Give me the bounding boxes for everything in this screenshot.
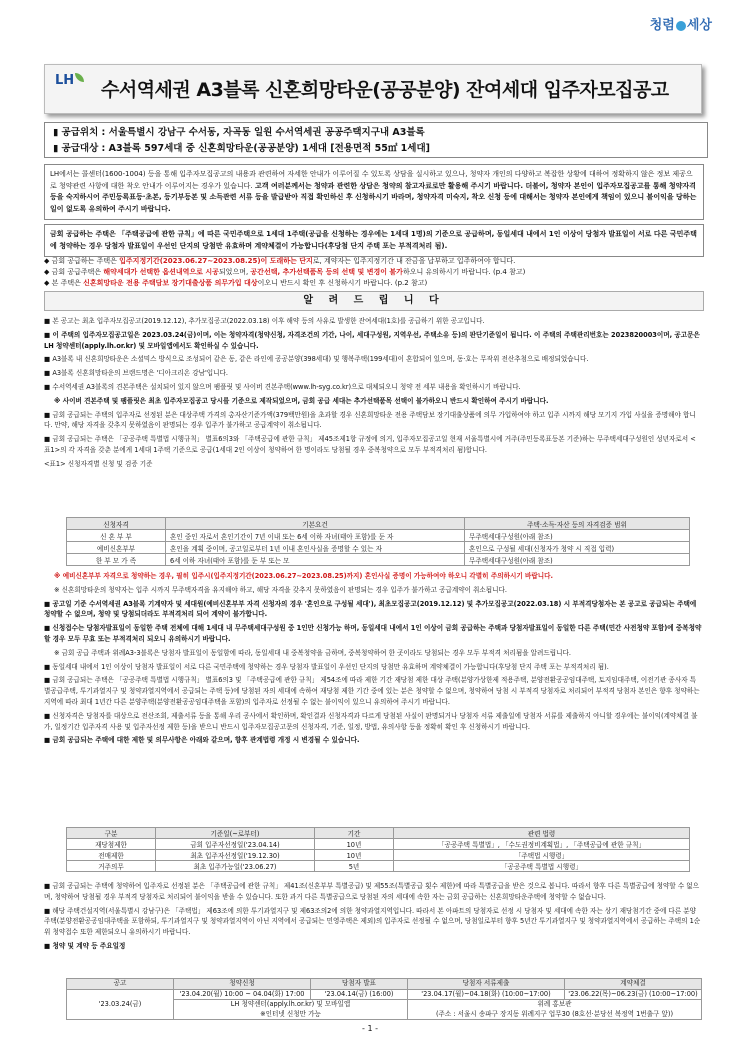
table-row: [67, 542, 690, 554]
table-cell: 6세 이하 자녀(태아 포함)를 둔 부 또는 모: [166, 554, 465, 566]
table-header: 주택·소득·자산 등의 자격검증 범위: [465, 518, 690, 530]
table-header: 공고: [67, 979, 174, 990]
contract-address-text: (주소 : 서울시 송파구 장지동 위례지구 업무30 (8호선·분당선 복정역 1번출구 앞)): [435, 1009, 674, 1018]
notice-body-3: [44, 881, 702, 955]
table-cell: '23.04.14(금) (16:00): [311, 989, 408, 1000]
body-paragraph: ■ 금회 공급되는 주택에 청약하여 입주자로 선정된 분은 「주택공급에 관한 규칙」 제41조(신혼부부 특별공급) 및 제55조(특별공급 횟수 제한)에 따라 특별공급을 받은 것으로 봅니다. 따라서 향후 다른 특별공급에 청약할 수 없으며, 청약하여 당첨될 경우 부적격 당첨자로 처리되어 불이익을 받을 수 있습니다. 또한 과거 다른 특별공급으로 당첨된 자의 세대에 속한 자는 금회 공급하는 신혼희망타운주택에 청약할 수 없습니다.: [44, 882, 700, 901]
note-item: ◆ 본 주택은 신혼희망타운 전용 주택담보 장기대출상품 의무가입 대상이오니 반드시 확인 후 신청하시기 바랍니다. (p.2 참고): [44, 279, 428, 287]
body-paragraph: ■ 신청접수는 당첨자발표일이 동일한 주택 전체에 대해 1세대 내 무주택세대구성원 중 1인만 신청가능 하며, 동일세대 내에서 1인 이상이 금회 공급하는 주택과 당첨자발표일이 동일한 다른 주택(민간 사전청약 포함)에 중복청약할 경우 모두 무효 또는 부적격처리 되오니 유의하시기 바랍니다.: [44, 624, 702, 643]
table-header: 구분: [67, 828, 156, 839]
note-item: ◆ 금회 공급주택은 해약세대가 선택한 옵션내역으로 시공되었으며, 공간선택, 추가선택품목 등의 선택 및 변경이 불가하오니 유의하시기 바랍니다. (p.4 참고): [44, 268, 526, 276]
table-cell: 금회 입주자선정일('23.04.14): [156, 839, 315, 850]
warning-box: [44, 224, 704, 257]
table-cell: 거주의무: [67, 861, 156, 872]
body-paragraph: ■ A3블록 내 신혼희망타운은 소셜믹스 방식으로 조성되어 같은 동, 같은 라인에 공공분양(398세대) 및 행복주택(199세대)이 혼합되어 있으며, 동·호는 무작위 전산추첨으로 배정되었습니다.: [44, 355, 589, 364]
schedule-table: [66, 978, 702, 1020]
table-header: 기준일(~로부터): [156, 828, 315, 839]
body-paragraph: ■ 해당 주택건설지역(서울특별시 강남구)은 「주택법」 제63조에 의한 투기과열지구 및 제63조의2에 의한 청약과열지역입니다. 따라서 본 아파트의 당첨자로 선정 시 당첨자 및 세대에 속한 자는 상기 재당첨기간 중에 다른 분양주택(분양전환공공임대주택을 포함하되, 투기과열지구 및 청약과열지역이 아닌 지역에서 공급되는 민영주택은 제외)의 입주자로 선정될 수 없으며, 당첨일로부터 향후 5년간 투기과열지구 및 청약과열지역에서 공급하는 주택의 1순위 청약접수 또한 제한되오니 유의하시기 바랍니다.: [44, 906, 701, 937]
body-paragraph: ※ 금회 공급 주택과 위례A3-3블록은 당첨자 발표일이 동일함에 따라, 동일세대 내 중복청약을 금하며, 중복청약하여 한 곳이라도 당첨되는 경우 모두 부적격 처리됨을 알려드립니다.: [54, 648, 571, 657]
body-paragraph: ■ 수서역세권 A3블록의 견본주택은 설치되어 있지 않으며 팸플릿 및 사이버 견본주택(www.lh-syg.co.kr)으로 대체되오니 청약 전 세부 내용을 확인하시기 바랍니다.: [44, 382, 521, 391]
body-paragraph: ■ 금회 공급되는 주택의 입주자로 선정된 분은 대상주택 가격의 총자산기준가액(379백만원)을 초과할 경우 신혼희망타운 전용 주택담보 장기대출상품에 의무 가입하여야 하고 입주 시까지 해당 모기지 가입 사실을 증명해야 합니다. 만약, 해당 자격을 갖추지 못하였음이 판명되는 경우 입주가 불가하고 공급계약이 취소됩니다.: [44, 410, 696, 430]
apply-note-text: ※인터넷 신청만 가능: [260, 1009, 321, 1018]
table-caption: <표1> 신청자격별 신청 및 검증 기준: [44, 459, 153, 468]
warning-text: 금회 공급하는 주택은 「주택공급에 관한 규칙」에 따른 국민주택으로 1세대 1주택(공급을 신청하는 경우에는 1세대 1명)의 기준으로 공급하며, 동일세대 내에서 1인 이상이 당첨자 발표일이 서로 다른 국민주택에 청약하는 경우 당첨자 발표일이 우선인 단지의 당첨만 유효하며 계약체결이 가능합니다(후당첨 단지 주택 포는 부적격처리 됨).: [50, 230, 697, 250]
table-cell: '23.04.17(월)~04.18(화) (10:00~17:00): [408, 989, 565, 1000]
table-row: [67, 530, 690, 542]
table-cell: [174, 1000, 408, 1020]
notice-body: [44, 316, 702, 473]
supply-location: ▮ 공급위치 : 서울특별시 강남구 수서동, 자곡동 일원 수서역세권 공공주택지구내 A3블록: [53, 127, 425, 138]
notice-heading: 알 려 드 립 니 다: [44, 291, 704, 311]
lh-logo: [55, 73, 84, 88]
page-title: 수서역세권 A3블록 신혼희망타운(공공분양) 잔여세대 입주자모집공고: [101, 79, 669, 101]
table-cell: 무주택세대구성원(아래 참조): [465, 530, 690, 542]
table-cell: 10년: [315, 839, 394, 850]
table-cell: 재당첨제한: [67, 839, 156, 850]
table-row: [67, 839, 690, 850]
table-cell: 예비신혼부부: [67, 542, 166, 554]
notice-body-2: [44, 571, 702, 749]
body-paragraph: ■ A3블록 신혼희망타운의 브랜드명은 '디아크리온 강남'입니다.: [44, 369, 229, 378]
table-cell: 최초 입주가능일('23.06.27): [156, 861, 315, 872]
logo-text-2: 세상: [686, 18, 712, 33]
restrictions-table: [66, 827, 690, 872]
intro-text: LH에서는 콜센터(1600-1004) 등을 통해 입주자모집공고의 내용과 관련하여 자세한 안내가 이루어질 수 있도록 상담을 실시하고 있으나, 청약자 개인의 다양하고 복잡한 상황에 대하여 정확하지 않은 정보 제공으로 청약관련 사항에 대한 착오 안내가 이루어지는 경우가 있습니다.: [50, 170, 693, 190]
table-cell: 전매제한: [67, 850, 156, 861]
body-paragraph: ■ 이 주택의 입주자모집공고일은 2023.03.24(금)이며, 이는 청약자격(청약신청, 자격조건의 기간, 나이, 세대구성원, 지역우선, 주택소유 등)의 판단기준일이 됩니다. 이 주택의 주택관리번호는 2023820003이며, 공고문은 LH 청약센터(apply.lh.or.kr) 및 모바일앱에서도 확인하실 수 있습니다.: [44, 330, 700, 350]
lh-logo-text: LH: [55, 73, 75, 88]
body-paragraph: ■ 공고일 기준 수서역세권 A3블록 기계약자 및 세대원(예비신혼부부 자격 신청자의 경우 '혼인으로 구성될 세대'), 최초모집공고(2019.12.12) 및 추가모집공고(2022.03.18) 시 부적격당첨자는 본 공고로 공급되는 주택에 청약할 수 없으며, 청약 및 당첨되더라도 부적격처리 되어 계약이 불가합니다.: [44, 599, 697, 619]
table-header: 신청자격: [67, 518, 166, 530]
table-cell: '23.04.20(월) 10:00 ~ 04.04(화) 17:00: [174, 989, 311, 1000]
body-paragraph: ■ 본 공고는 최초 입주자모집공고(2019.12.12), 추가모집공고(2022.03.18) 이후 해약 등의 사유로 발생한 잔여세대(1호)를 공급하기 위한 공고입니다.: [44, 317, 485, 325]
contract-place-text: 위례 홍보관: [537, 1000, 572, 1008]
table-row: [67, 850, 690, 861]
body-paragraph: ■ 금회 공급되는 주택은 「공공주택 특별법 시행규칙」 별표6의3와 「주택공급에 관한 규칙」 제45조제1항 규정에 의거, 입주자모집공고일 현재 서울특별시에 거주(주민등록표등본 기준)하는 무주택세대구성원인 성년자로서 <표1>의 각 자격을 갖춘 분에게 1세대 1주택 기준으로 공급(1세대 2인 이상이 청약하여 한 명이라도 당첨될 경우 중복청약으로 모두 부적격처리 됨)합니다.: [44, 435, 696, 454]
table-header: 당첨자 발표: [311, 979, 408, 990]
table-cell: 신 혼 부 부: [67, 530, 166, 542]
table-cell: 5년: [315, 861, 394, 872]
intro-text-bold: 고객 여러분께서는 청약과 관련한 상담은 청약의 참고자료로만 활용해 주시기 바랍니다. 더불어, 청약자 본인이 입주자모집공고를 통해 청약자격 등을 숙지하시어 주민등록표등·초본, 등기부등본 및 소득관련 서류 등을 발급받아 직접 확인하신 후 신청하시기 바라며, 청약자격 미숙지, 착오 신청 등에 대해서는 청약자 본인에게 책임이 있으니 불이익을 당하는 일이 없도록 유의하여 주시기 바랍니다.: [50, 181, 697, 213]
table-cell: '23.06.22(목)~06.23(금) (10:00~17:00): [565, 989, 702, 1000]
table-cell: 「공공주택 특별법 시행령」: [394, 861, 690, 872]
table-header: 기간: [315, 828, 394, 839]
table-cell: 「주택법 시행령」: [394, 850, 690, 861]
page-number: - 1 -: [362, 1024, 378, 1033]
apply-site-text: LH 청약센터(apply.lh.or.kr) 및 모바일앱: [230, 1000, 351, 1008]
table-row: [67, 989, 702, 1000]
table-cell: 한 부 모 가 족: [67, 554, 166, 566]
table-header: 청약신청: [174, 979, 311, 990]
title-banner: [44, 64, 702, 114]
table-row: [67, 861, 690, 872]
table-header: 기본요건: [166, 518, 465, 530]
note-item: ◆ 금회 공급하는 주택은 입주지정기간(2023.06.27~2023.08.25)이 도래하는 단지로, 계약자는 입주지정기간 내 잔금을 납부하고 입주하여야 합니다.: [44, 257, 516, 265]
body-paragraph: ※ 신혼희망타운의 청약자는 입주 시까지 무주택자격을 유지해야 하고, 해당 자격을 갖추지 못하였음이 판명되는 경우 입주가 불가하고 공급계약이 취소됩니다.: [54, 585, 507, 594]
table-cell: 최초 입주자선정일('19.12.30): [156, 850, 315, 861]
table-header: 계약체결: [565, 979, 702, 990]
table-row: [67, 554, 690, 566]
table-cell: 10년: [315, 850, 394, 861]
body-paragraph: ■ 동일세대 내에서 1인 이상이 당첨자 발표일이 서로 다른 국민주택에 청약하는 경우 당첨자 발표일이 우선인 단지의 당첨만 유효하며 계약체결이 가능합니다(후당첨 단지 주택 포는 부적격처리 됨).: [44, 662, 609, 671]
logo-text: 청렴: [649, 18, 675, 33]
table-header: 당첨자 서류제출: [408, 979, 565, 990]
table-cell: 혼인 중인 자로서 혼인기간이 7년 이내 또는 6세 이하 자녀(태아 포함)를 둔 자: [166, 530, 465, 542]
table-header-row: [67, 518, 690, 530]
notes-list: [44, 256, 704, 289]
table-cell: 혼인으로 구성될 세대(신청자가 청약 시 직접 입력): [465, 542, 690, 554]
body-paragraph: ■ 청약 및 계약 등 주요일정: [44, 941, 126, 950]
body-paragraph: ※ 예비신혼부부 자격으로 청약하는 경우, 필히 입주시(입주지정기간(2023.06.27~2023.08.25)까지) 혼인사실 증명이 가능하여야 하오니 각별히 주의하시기 바랍니다.: [54, 572, 553, 580]
body-paragraph: ※ 사이버 견본주택 및 팸플릿은 최초 입주자모집공고 당시를 기준으로 제작되었으며, 금회 공급 세대는 추가선택품목 선택이 불가하오니 반드시 확인하여 주시기 바랍니다.: [54, 396, 549, 405]
body-paragraph: ■ 신청자격은 당첨자를 대상으로 전산조회, 제출서류 등을 통해 우리 공사에서 확인하며, 확인결과 신청자격과 다르게 당첨된 사실이 판명되거나 당첨자 서류 제출일에 당첨자 서류를 제출하지 아니할 경우에는 불이익(계약체결 불가, 일정기간 입주자격 사용 및 입주자선정 제한 등)을 받으니 반드시 입주자모집공고문의 신청자격, 기준, 일정, 방법, 유의사항 등을 정확히 확인 후 신청하시기 바랍니다.: [44, 711, 698, 731]
logo-dot-icon: [676, 21, 686, 31]
table-cell: [408, 1000, 702, 1020]
supply-info-box: [44, 122, 708, 158]
body-paragraph: ■ 금회 공급되는 주택은 「공공주택 특별법 시행규칙」 별표6의3 및 「주택공급에 관한 규칙」 제54조에 따라 제한 기간 재당첨 제한 대상 주택(분양가상한제 적용주택, 분양전환공공임대주택, 토지임대주택, 이전기관 종사자 특별공급주택, 투기과열지구 및 청약과열지역에서 공급되는 주택 등)에 당첨된 자의 세대에 속하여 재당첨 제한 기간 중에 있는 분은 청약할 수 없으며, 청약하여 당첨 시 부적격 당첨자로 처리되어 부적격 당첨자 본인은 향후 청약하는 지역에 따라 최대 1년간 다른 분양주택(분양전환공공임대주택을 포함)의 입주자로 선정될 수 없는 불이익이 있으니 유의하여 주시기 바랍니다.: [44, 676, 700, 706]
logo: [650, 14, 712, 33]
table-cell: '23.03.24(금): [67, 989, 174, 1020]
table-header-row: [67, 979, 702, 990]
table-header: 관련 법령: [394, 828, 690, 839]
table-cell: 무주택세대구성원(아래 참조): [465, 554, 690, 566]
body-paragraph: ■ 금회 공급되는 주택에 대한 제한 및 의무사항은 아래와 같으며, 향후 관계법령 개정 시 변경될 수 있습니다.: [44, 736, 360, 745]
supply-target: ▮ 공급대상 : A3블록 597세대 중 신혼희망타운(공공분양) 1세대 [전용면적 55㎡ 1세대]: [53, 143, 430, 154]
intro-box: [44, 164, 704, 220]
table-cell: 「공공주택 특별법」, 「수도권정비계획법」, 「주택공급에 관한 규칙」: [394, 839, 690, 850]
eligibility-table: [66, 517, 690, 566]
table-header-row: [67, 828, 690, 839]
leaf-icon: [75, 73, 84, 82]
table-cell: 혼인을 계획 중이며, 공고일로부터 1년 이내 혼인사실을 증명할 수 있는 자: [166, 542, 465, 554]
